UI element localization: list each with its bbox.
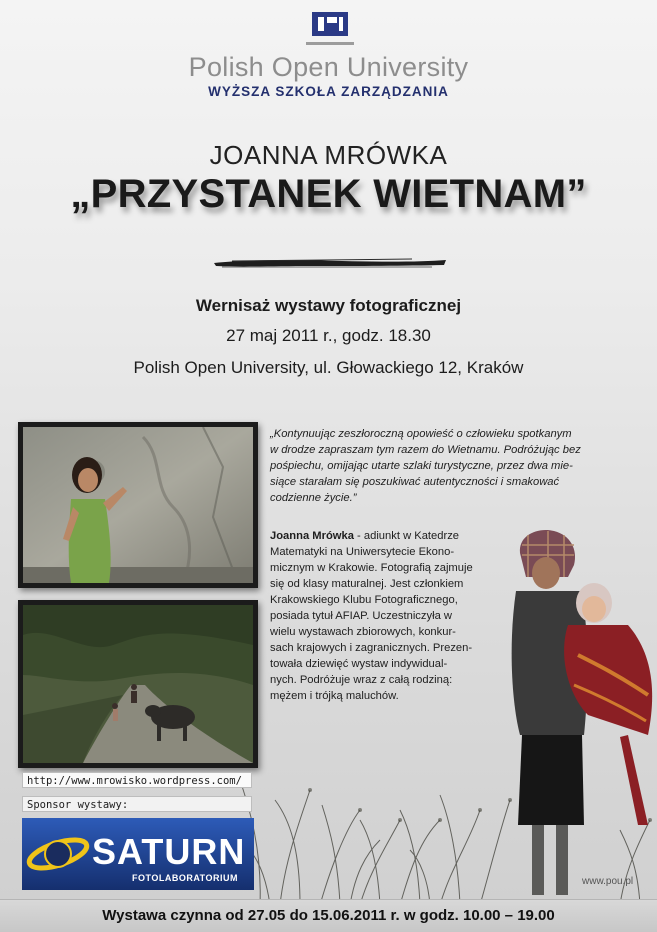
- event-date: 27 maj 2011 r., godz. 18.30: [226, 326, 431, 345]
- bio-line: - adiunkt w Katedrze: [353, 530, 460, 542]
- quote-line: „Kontynuując zeszłoroczną opowieść o człowieku spotkanym: [270, 428, 572, 440]
- brush-stroke-divider: [212, 256, 448, 270]
- woman-with-child-photo: [498, 525, 657, 905]
- exhibition-quote: [270, 426, 622, 506]
- girl-photo-image: [23, 427, 253, 583]
- sponsor-label: Sponsor wystawy:: [22, 796, 252, 812]
- quote-line: codzienne życie.”: [270, 492, 357, 504]
- photo-girl: [18, 422, 258, 588]
- bio-line: wielu wystawach zbiorowych, konkur-: [270, 626, 456, 638]
- bio-line: Matematyki na Uniwersytecie Ekono-: [270, 546, 455, 558]
- quote-line: siące starałam się poszukiwać autentyczności i smakować: [270, 476, 560, 488]
- bio-line-first: [270, 528, 498, 544]
- bio-line: Krakowskiego Klubu Fotograficznego,: [270, 594, 458, 606]
- bio-line: mężem i trójką maluchów.: [270, 690, 399, 702]
- bio-line: nych. Podróżuje wraz z całą rodziną:: [270, 674, 453, 686]
- exhibition-hours: Wystawa czynna od 27.05 do 15.06.2011 r. w godz. 10.00 – 19.00: [102, 907, 555, 924]
- logo-underline: [306, 42, 354, 45]
- saturn-subtitle: FOTOLABORATORIUM: [132, 873, 238, 883]
- saturn-sponsor-logo: [22, 818, 254, 890]
- event-place: Polish Open University, ul. Głowackiego 12, Kraków: [133, 358, 524, 377]
- pou-logo-icon: [312, 12, 348, 46]
- bio-line: sach krajowych i zagranicznych. Prezen-: [270, 642, 473, 654]
- event-heading: Wernisaż wystawy fotograficznej: [195, 296, 462, 315]
- university-name: Polish Open University: [188, 52, 469, 82]
- bio-line: towała dziewięć wystaw indywidual-: [270, 658, 448, 670]
- saturn-name: SATURN: [92, 831, 246, 872]
- exhibition-title: „PRZYSTANEK WIETNAM”: [70, 172, 587, 216]
- website-link[interactable]: http://www.mrowisko.wordpress.com/: [22, 772, 252, 788]
- author-name: JOANNA MRÓWKA: [209, 140, 448, 170]
- bio-line: się od klasy maturalnej. Jest członkiem: [270, 578, 464, 590]
- quote-line: pośpiechu, omijając utarte szlaki turystyczne, przez dwa mie-: [270, 460, 573, 472]
- author-bio: [270, 528, 498, 704]
- quote-line: w drodze zapraszam tym razem do Wietnamu. Podróżując bez: [270, 444, 581, 456]
- bio-line: posiada tytuł AFIAP. Uczestniczyła w: [270, 610, 452, 622]
- bio-line: micznym w Krakowie. Fotografią zajmuje: [270, 562, 473, 574]
- bio-name: Joanna Mrówka: [270, 530, 354, 542]
- site-url-tag: www.pou.pl: [582, 876, 634, 887]
- university-subtitle: WYŻSZA SZKOŁA ZARZĄDZANIA: [208, 84, 449, 99]
